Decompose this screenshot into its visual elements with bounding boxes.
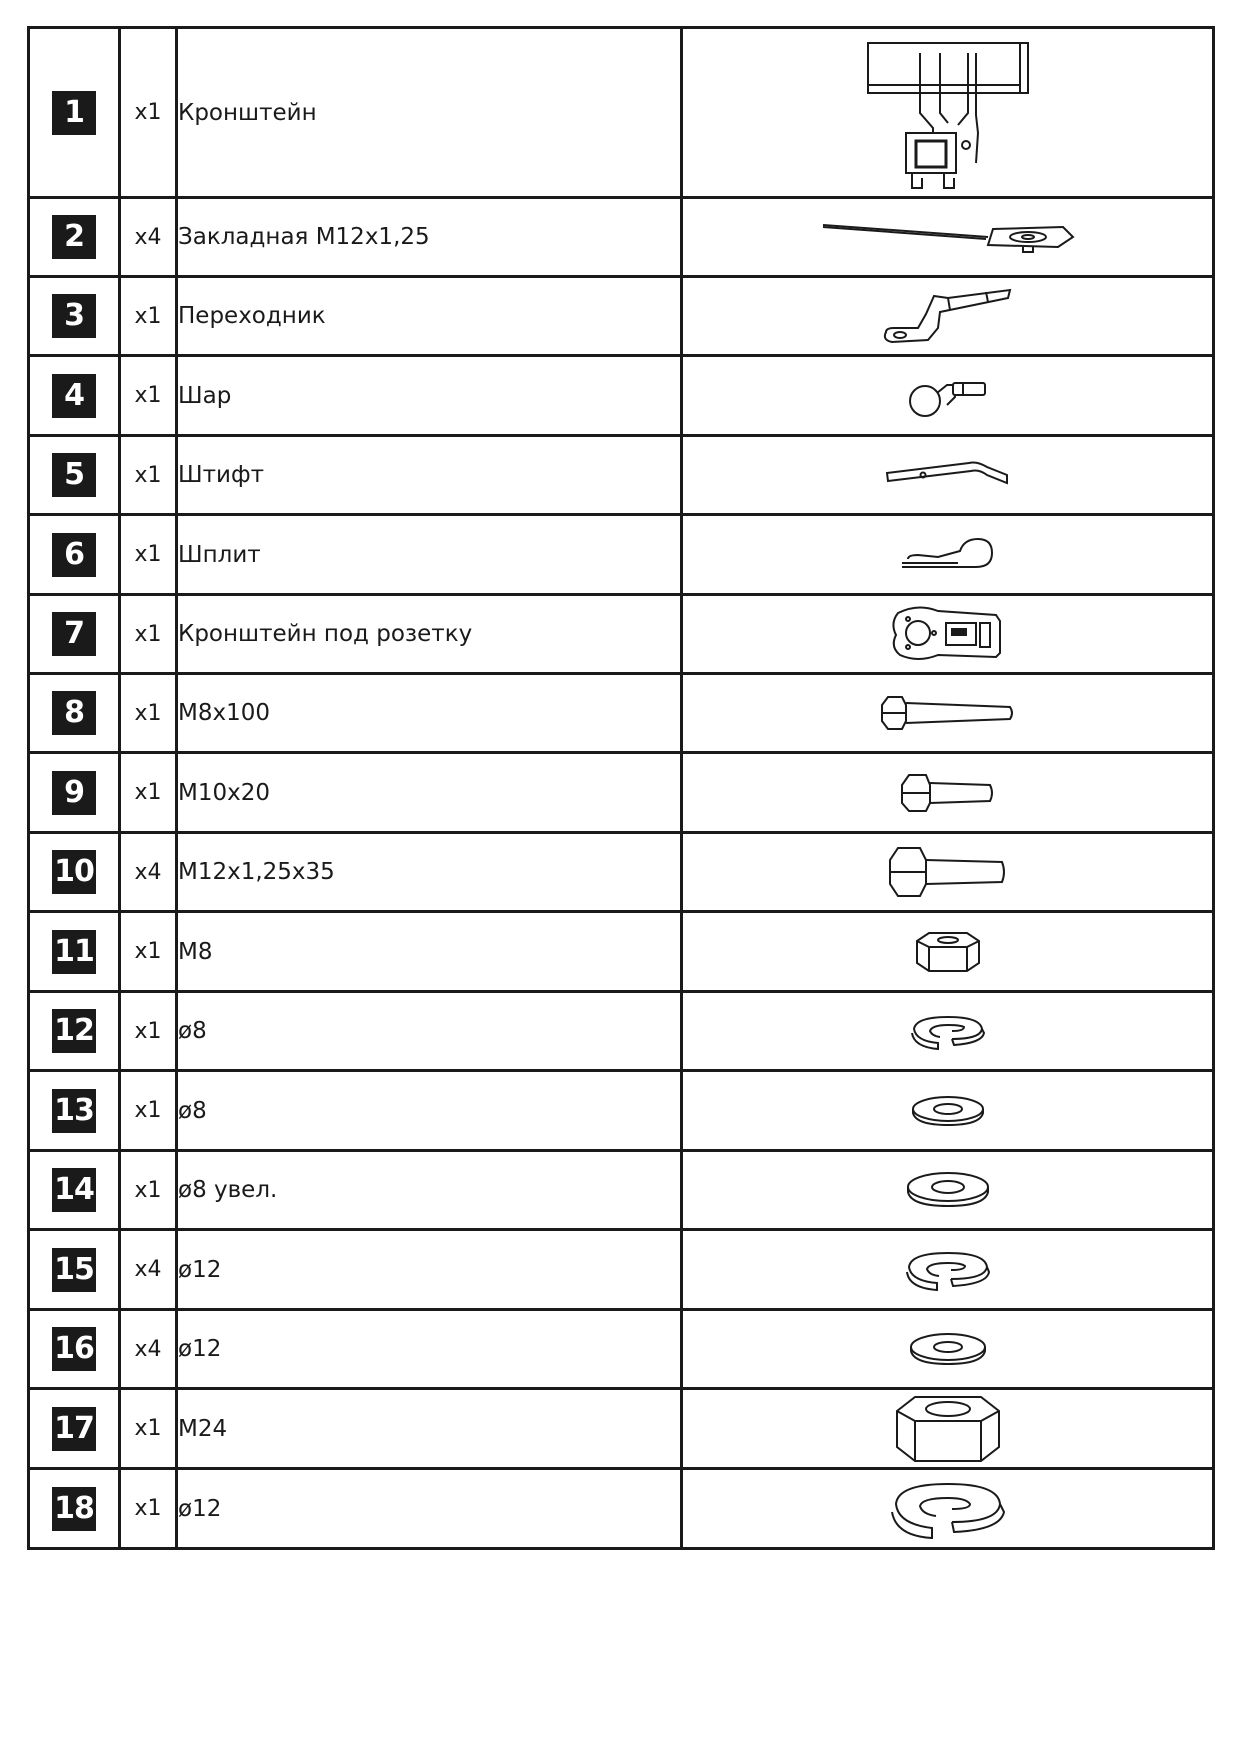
part-image-cell: [682, 1389, 1214, 1469]
part-number-badge: 17: [52, 1407, 96, 1451]
part-number-badge: 2: [52, 215, 96, 259]
part-number-badge: 15: [52, 1248, 96, 1292]
quantity-cell: x1: [120, 753, 177, 833]
part-name-cell: M10x20: [177, 753, 682, 833]
table-row: [29, 674, 1214, 753]
quantity-cell: x1: [120, 515, 177, 595]
part-image-cell: [682, 1071, 1214, 1151]
table-row: [29, 436, 1214, 515]
table-row: [29, 1071, 1214, 1151]
part-image-cell: [682, 1310, 1214, 1389]
part-number-badge: 7: [52, 612, 96, 656]
spring-washer-large-icon: [888, 1474, 1008, 1544]
part-name-cell: M8x100: [177, 674, 682, 753]
hex-nut-large-icon: [893, 1393, 1003, 1465]
quantity-cell: x4: [120, 1310, 177, 1389]
row-number-cell: [29, 277, 120, 356]
part-name-cell: ø12: [177, 1230, 682, 1310]
table-row: [29, 912, 1214, 992]
bolt-short-icon: [898, 771, 998, 815]
quantity-cell: x4: [120, 1230, 177, 1310]
row-number-cell: [29, 753, 120, 833]
quantity-cell: x1: [120, 992, 177, 1071]
part-image-cell: [682, 198, 1214, 277]
part-image-cell: [682, 595, 1214, 674]
quantity-cell: x1: [120, 912, 177, 992]
quantity-cell: x1: [120, 1151, 177, 1230]
part-number-badge: 14: [52, 1168, 96, 1212]
part-number-badge: 11: [52, 930, 96, 974]
table-row: [29, 1310, 1214, 1389]
table-row: [29, 1151, 1214, 1230]
part-name-cell: Кронштейн: [177, 28, 682, 198]
table-row: [29, 1389, 1214, 1469]
quantity-cell: x1: [120, 1389, 177, 1469]
parts-table: [27, 26, 1215, 1550]
row-number-cell: [29, 1469, 120, 1549]
part-image-cell: [682, 277, 1214, 356]
table-row: [29, 833, 1214, 912]
part-name-cell: ø8: [177, 1071, 682, 1151]
part-name-cell: M24: [177, 1389, 682, 1469]
table-row: [29, 356, 1214, 436]
flat-washer-large-icon: [903, 1167, 993, 1213]
row-number-cell: [29, 674, 120, 753]
table-row: [29, 992, 1214, 1071]
quantity-cell: x1: [120, 1469, 177, 1549]
part-number-badge: 18: [52, 1487, 96, 1531]
quantity-cell: x1: [120, 28, 177, 198]
part-name-cell: Закладная М12х1,25: [177, 198, 682, 277]
part-name-cell: M12x1,25x35: [177, 833, 682, 912]
part-number-badge: 12: [52, 1009, 96, 1053]
quantity-cell: x4: [120, 198, 177, 277]
hitch-pin-icon: [883, 455, 1013, 495]
part-image-cell: [682, 436, 1214, 515]
row-number-cell: [29, 356, 120, 436]
row-number-cell: [29, 912, 120, 992]
table-row: [29, 198, 1214, 277]
part-name-cell: ø12: [177, 1310, 682, 1389]
row-number-cell: [29, 992, 120, 1071]
row-number-cell: [29, 595, 120, 674]
spring-washer-icon: [903, 1245, 993, 1295]
part-name-cell: Шплит: [177, 515, 682, 595]
part-number-badge: 5: [52, 453, 96, 497]
part-number-badge: 10: [52, 850, 96, 894]
part-image-cell: [682, 912, 1214, 992]
part-name-cell: M8: [177, 912, 682, 992]
part-name-cell: Кронштейн под розетку: [177, 595, 682, 674]
quantity-cell: x4: [120, 833, 177, 912]
part-image-cell: [682, 1469, 1214, 1549]
part-number-badge: 8: [52, 691, 96, 735]
hitch-bracket-icon: [848, 33, 1048, 193]
table-row: [29, 515, 1214, 595]
part-number-badge: 1: [52, 91, 96, 135]
tow-ball-icon: [903, 371, 993, 421]
part-number-badge: 16: [52, 1327, 96, 1371]
quantity-cell: x1: [120, 595, 177, 674]
part-number-badge: 13: [52, 1089, 96, 1133]
flat-washer-icon: [906, 1328, 990, 1370]
part-image-cell: [682, 28, 1214, 198]
quantity-cell: x1: [120, 674, 177, 753]
row-number-cell: [29, 833, 120, 912]
adapter-icon: [878, 284, 1018, 348]
part-number-badge: 4: [52, 374, 96, 418]
quantity-cell: x1: [120, 277, 177, 356]
table-row: [29, 595, 1214, 674]
part-name-cell: ø8 увел.: [177, 1151, 682, 1230]
part-name-cell: Штифт: [177, 436, 682, 515]
part-image-cell: [682, 1230, 1214, 1310]
hex-nut-small-icon: [913, 927, 983, 977]
part-number-badge: 6: [52, 533, 96, 577]
part-name-cell: Шар: [177, 356, 682, 436]
table-row: [29, 753, 1214, 833]
table-row: [29, 1469, 1214, 1549]
part-image-cell: [682, 992, 1214, 1071]
table-row: [29, 277, 1214, 356]
flat-washer-icon: [908, 1091, 988, 1131]
spring-washer-icon: [908, 1009, 988, 1053]
part-image-cell: [682, 753, 1214, 833]
part-image-cell: [682, 515, 1214, 595]
part-name-cell: ø8: [177, 992, 682, 1071]
row-number-cell: [29, 1151, 120, 1230]
part-name-cell: ø12: [177, 1469, 682, 1549]
row-number-cell: [29, 436, 120, 515]
quantity-cell: x1: [120, 436, 177, 515]
row-number-cell: [29, 198, 120, 277]
part-number-badge: 9: [52, 771, 96, 815]
part-name-cell: Переходник: [177, 277, 682, 356]
table-row: [29, 28, 1214, 198]
table-row: [29, 1230, 1214, 1310]
bolt-long-icon: [878, 693, 1018, 733]
embedded-plate-icon: [818, 217, 1078, 257]
part-image-cell: [682, 833, 1214, 912]
row-number-cell: [29, 28, 120, 198]
socket-bracket-icon: [888, 601, 1008, 667]
bolt-large-icon: [886, 844, 1010, 900]
row-number-cell: [29, 1071, 120, 1151]
row-number-cell: [29, 1389, 120, 1469]
quantity-cell: x1: [120, 1071, 177, 1151]
part-image-cell: [682, 1151, 1214, 1230]
row-number-cell: [29, 1310, 120, 1389]
row-number-cell: [29, 515, 120, 595]
part-image-cell: [682, 674, 1214, 753]
part-image-cell: [682, 356, 1214, 436]
r-clip-icon: [898, 533, 998, 577]
row-number-cell: [29, 1230, 120, 1310]
quantity-cell: x1: [120, 356, 177, 436]
part-number-badge: 3: [52, 294, 96, 338]
